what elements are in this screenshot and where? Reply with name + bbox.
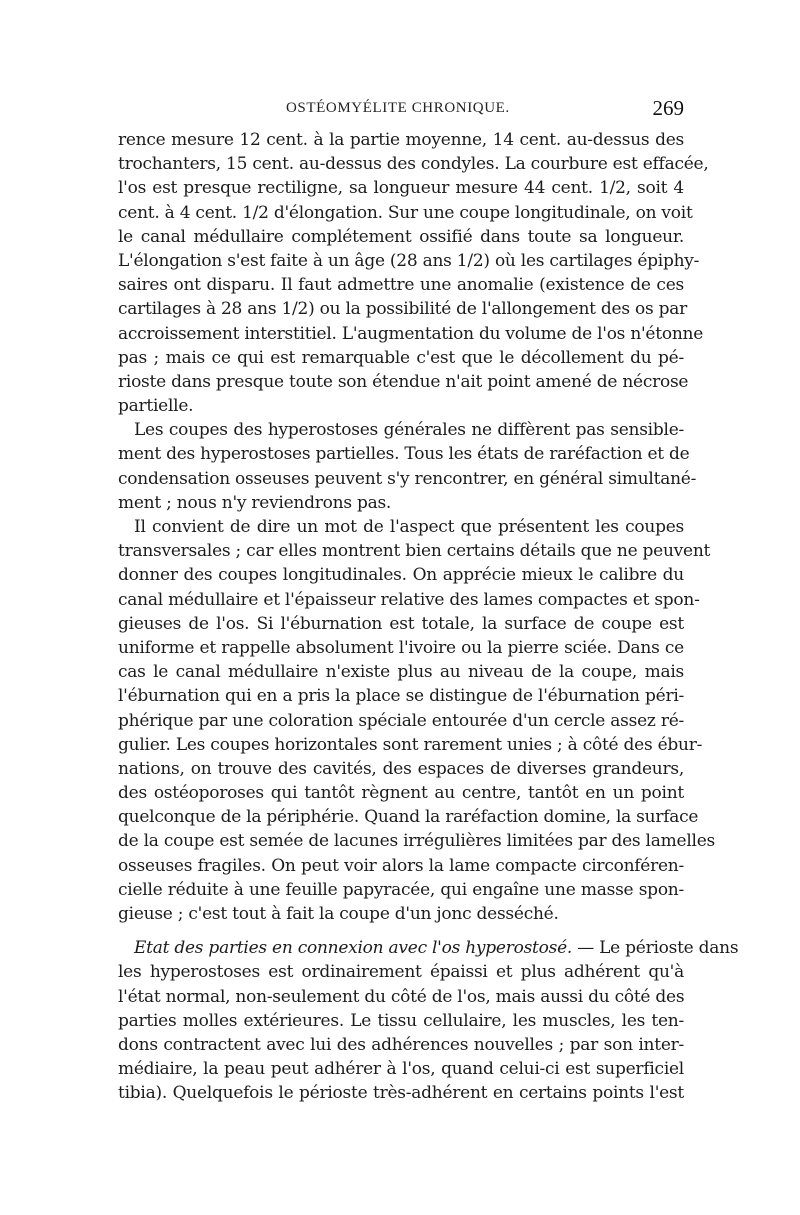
text-line: tibia). Quelquefois le périoste très-adhérent en certains points l'est [118,1083,684,1104]
text-line: pas ; mais ce qui est remarquable c'est que le décollement du pé- [118,347,684,368]
section-lead-text: — Le périoste dans [572,938,739,959]
text-line: ment des hyperostoses partielles. Tous les états de raréfaction et de [118,444,690,465]
text-line: saires ont disparu. Il faut admettre une anomalie (existence de ces [118,275,684,296]
text-line: L'élongation s'est faite à un âge (28 ans 1/2) où les cartilages épiphy- [118,250,700,271]
text-line: cent. à 4 cent. 1/2 d'élongation. Sur une coupe longitudinale, on voit [118,202,693,223]
text-line: l'état normal, non-seulement du côté de l'os, mais aussi du côté des [118,986,685,1007]
page-number: 269 [652,96,684,120]
text-line: Il convient de dire un mot de l'aspect que présentent les coupes [134,517,684,537]
text-line: médiaire, la peau peut adhérer à l'os, quand celui-ci est superficiel [118,1059,684,1080]
text-line: le canal médullaire complétement ossifié dans toute sa longueur. [118,226,684,247]
text-line: Les coupes des hyperostoses générales ne diffèrent pas sensible- [134,420,684,441]
section-gap [118,926,684,936]
text-line: cas le canal médullaire n'existe plus au niveau de la coupe, mais [118,662,684,683]
text-line: des ostéoporoses qui tantôt règnent au centre, tantôt en un point [118,783,684,804]
text-line [118,936,739,960]
text-line: ment ; nous n'y reviendrons pas. [118,492,392,513]
paragraph-1 [118,128,709,418]
paragraph-4 [118,936,739,1105]
text-line: rence mesure 12 cent. à la partie moyenne, 14 cent. au-dessus des [118,130,684,150]
text-line: phérique par une coloration spéciale entourée d'un cercle assez ré- [118,710,684,731]
text-line: de la coupe est semée de lacunes irrégulières limitées par des lamelles [118,831,715,852]
text-line: cielle réduite à une feuille papyracée, qui engaîne une masse spon- [118,879,684,900]
text-line: parties molles extérieures. Le tissu cellulaire, les muscles, les ten- [118,1010,684,1031]
text-line: donner des coupes longitudinales. On apprécie mieux le calibre du [118,565,684,586]
text-line: gulier. Les coupes horizontales sont rarement unies ; à côté des ébur- [118,734,703,755]
text-line: condensation osseuses peuvent s'y rencontrer, en général simultané- [118,468,697,489]
text-line: osseuses fragiles. On peut voir alors la lame compacte circonféren- [118,855,684,876]
text-line: dons contractent avec lui des adhérences nouvelles ; par son inter- [118,1034,684,1055]
running-title: OSTÉOMYÉLITE CHRONIQUE. [286,100,510,116]
section-heading-italic: Etat des parties en connexion avec l'os hyperostosé. [134,938,573,959]
text-line: cartilages à 28 ans 1/2) ou la possibilité de l'allongement des os par [118,299,687,320]
text-line: transversales ; car elles montrent bien certains détails que ne peuvent [118,541,711,562]
text-line: partielle. [118,396,194,417]
text-line: uniforme et rappelle absolument l'ivoire ou la pierre sciée. Dans ce [118,637,684,658]
text-line: l'os est presque rectiligne, sa longueur mesure 44 cent. 1/2, soit 4 [118,178,684,199]
text-line: rioste dans presque toute son étendue n'ait point amené de nécrose [118,371,689,392]
paragraph-3 [118,515,715,926]
text-line: accroissement interstitiel. L'augmentation du volume de l'os n'étonne [118,323,704,344]
text-line: les hyperostoses est ordinairement épaissi et plus adhérent qu'à [118,962,684,983]
text-line: gieuses de l'os. Si l'éburnation est totale, la surface de coupe est [118,613,684,634]
body-text [118,128,739,1106]
text-line: l'éburnation qui en a pris la place se distingue de l'éburnation péri- [118,686,684,707]
paragraph-2 [118,418,697,515]
text-line: canal médullaire et l'épaisseur relative des lames compactes et spon- [118,589,700,610]
text-line: quelconque de la périphérie. Quand la raréfaction domine, la surface [118,807,699,828]
text-line: trochanters, 15 cent. au-dessus des condyles. La courbure est effacée, [118,154,709,175]
text-line: gieuse ; c'est tout à fait la coupe d'un jonc desséché. [118,904,559,924]
running-head [118,96,684,126]
text-line: nations, on trouve des cavités, des espaces de diverses grandeurs, [118,758,684,779]
